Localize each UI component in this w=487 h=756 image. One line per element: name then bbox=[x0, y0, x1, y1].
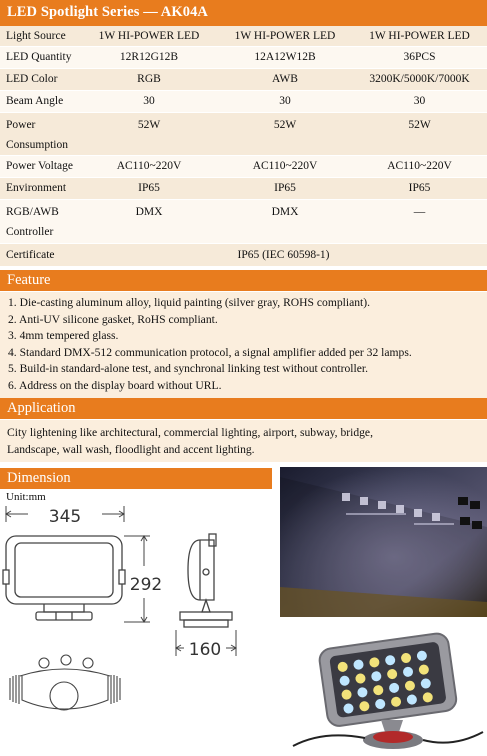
dimension-drawing bbox=[0, 500, 280, 756]
spec-cell: 30 bbox=[80, 90, 218, 112]
spec-label bbox=[0, 112, 80, 155]
spec-row-power-voltage bbox=[0, 155, 487, 177]
height-label: 292 bbox=[129, 575, 163, 595]
spec-table bbox=[0, 26, 487, 267]
spec-cell: 3200K/5000K/7000K bbox=[352, 68, 487, 90]
spec-cell: 1W HI-POWER LED bbox=[80, 26, 218, 46]
title-bar bbox=[0, 0, 487, 26]
spec-cell: IP65 bbox=[352, 177, 487, 199]
spec-row-certificate bbox=[0, 243, 487, 266]
spec-cell: AC110~220V bbox=[218, 155, 352, 177]
dimension-heading: Dimension bbox=[7, 470, 71, 486]
spec-cell: 52W bbox=[218, 112, 352, 155]
spec-row-led-quantity bbox=[0, 46, 487, 68]
spec-cell: 52W bbox=[352, 112, 487, 155]
spec-cell: IP65 bbox=[218, 177, 352, 199]
spec-cell: RGB bbox=[80, 68, 218, 90]
spec-cell: 36PCS bbox=[352, 46, 487, 68]
spec-label bbox=[0, 199, 80, 243]
feature-item: 3. 4mm tempered glass. bbox=[8, 329, 119, 343]
spec-cell: AC110~220V bbox=[80, 155, 218, 177]
spec-label: LED Color bbox=[0, 68, 80, 90]
rear-view bbox=[10, 655, 120, 710]
application-line: Landscape, wall wash, floodlight and accent lighting. bbox=[7, 443, 255, 456]
spec-row-power bbox=[0, 112, 487, 155]
feature-item: 6. Address on the display board without URL. bbox=[8, 378, 222, 392]
spec-cell: 30 bbox=[218, 90, 352, 112]
spec-label: Light Source bbox=[0, 26, 80, 46]
spec-row-light-source bbox=[0, 26, 487, 46]
dimension-header bbox=[0, 468, 272, 489]
unit-label: Unit:mm bbox=[6, 491, 46, 503]
spec-cell: DMX bbox=[218, 199, 352, 243]
spec-cell: 1W HI-POWER LED bbox=[218, 26, 352, 46]
application-header bbox=[0, 398, 487, 419]
spec-cell: 52W bbox=[80, 112, 218, 155]
spec-cell: IP65 bbox=[80, 177, 218, 199]
spec-row-controller bbox=[0, 199, 487, 243]
spec-cell: 1W HI-POWER LED bbox=[352, 26, 487, 46]
feature-list bbox=[0, 292, 487, 398]
spec-label-line2: Consumption bbox=[6, 138, 68, 151]
spec-label-line2: Controller bbox=[6, 225, 54, 238]
spec-row-environment bbox=[0, 177, 487, 199]
application-text bbox=[0, 420, 487, 462]
feature-item: 5. Build-in standard-alone test, and synchronal linking test without controller. bbox=[8, 362, 368, 376]
spec-label: Beam Angle bbox=[0, 90, 80, 112]
feature-item: 2. Anti-UV silicone gasket, RoHS compliant. bbox=[8, 312, 218, 326]
spec-cell: DMX bbox=[80, 199, 218, 243]
spec-label-line1: Power bbox=[6, 118, 36, 131]
spec-label-line1: RGB/AWB bbox=[6, 205, 59, 218]
spec-cell: AC110~220V bbox=[352, 155, 487, 177]
spec-cell: 12A12W12B bbox=[218, 46, 352, 68]
feature-item: 4. Standard DMX-512 communication protocol, a signal amplifier added per 32 lamps. bbox=[8, 345, 412, 359]
spec-label: Power Voltage bbox=[0, 155, 80, 177]
front-view bbox=[3, 536, 125, 620]
spec-cell: — bbox=[352, 199, 487, 243]
depth-label: 160 bbox=[188, 640, 222, 660]
spec-cell: AWB bbox=[218, 68, 352, 90]
width-label: 345 bbox=[48, 507, 82, 527]
spec-row-beam-angle bbox=[0, 90, 487, 112]
feature-heading: Feature bbox=[7, 272, 51, 288]
spec-label: Environment bbox=[0, 177, 80, 199]
spec-label: Certificate bbox=[0, 243, 80, 266]
application-photo bbox=[280, 467, 487, 617]
page-title: LED Spotlight Series — AK04A bbox=[7, 4, 208, 20]
spec-row-led-color bbox=[0, 68, 487, 90]
spec-cell: 12R12G12B bbox=[80, 46, 218, 68]
feature-item: 1. Die-casting aluminum alloy, liquid painting (silver gray, ROHS compliant). bbox=[8, 296, 371, 309]
application-heading: Application bbox=[7, 400, 76, 416]
spec-label: LED Quantity bbox=[0, 46, 80, 68]
application-line: City lightening like architectural, commercial lighting, airport, subway, bridge, bbox=[7, 426, 373, 439]
side-view bbox=[180, 534, 232, 627]
product-photo bbox=[283, 620, 487, 756]
feature-header bbox=[0, 270, 487, 291]
spec-cell: 30 bbox=[352, 90, 487, 112]
spec-cell-merged: IP65 (IEC 60598-1) bbox=[80, 243, 487, 266]
